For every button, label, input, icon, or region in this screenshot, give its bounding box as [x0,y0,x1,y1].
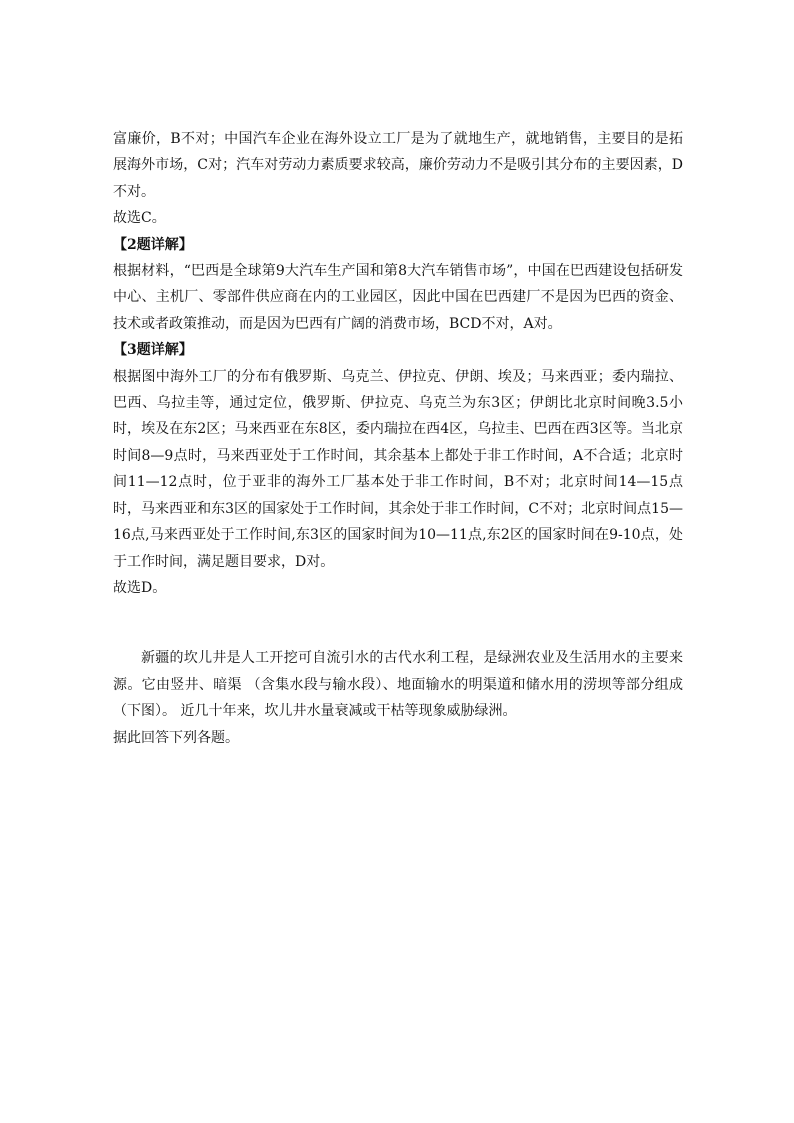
answer-1-conclusion: 故选C。 [113,210,166,227]
question-2-heading: 【2题详解】 [113,236,193,253]
karez-material-paragraph: 新疆的坎儿井是人工开挖可自流引水的古代水利工程，是绿洲农业及生活用水的主要来源。它由竖井、暗渠 （含集水段与输水段）、地面输水的明渠道和储水用的涝坝等部分组成（下图）。 近几十年来，坎儿井水量衰减或干枯等现象威胁绿洲。 [113,650,683,720]
question-3-heading: 【3题详解】 [113,342,193,359]
answer-1-explanation-continued: 富廉价，B不对；中国汽车企业在海外设立工厂是为了就地生产，就地销售，主要目的是拓展海外市场，C对；汽车对劳动力素质要求较高，廉价劳动力不是吸引其分布的主要因素，D不对。 [113,131,683,200]
answer-3-explanation: 根据图中海外工厂的分布有俄罗斯、乌克兰、伊拉克、伊朗、埃及；马来西亚；委内瑞拉、巴西、乌拉圭等，通过定位，俄罗斯、伊拉克、乌克兰为东3区；伊朗比北京时间晚3.5小时，埃及在东2区；马来西亚在东8区，委内瑞拉在西4区，乌拉圭、巴西在西3区等。当北京时间8—9点时，马来西亚处于工作时间，其余基本上都处于非工作时间，A不合适；北京时间11—12点时，位于亚非的海外工厂基本处于非工作时间，B不对；北京时间14—15点时，马来西亚和东3区的国家处于工作时间，其余处于非工作时间，C不对；北京时间点15—16点,马来西亚处于工作时间,东3区的国家时间为10—11点,东2区的国家时间在9-10点，处于工作时间，满足题目要求，D对。 [113,368,683,570]
instruction-text: 据此回答下列各题。 [113,729,239,746]
section-spacer [113,601,683,645]
document-body [113,126,683,751]
answer-3-conclusion: 故选D。 [113,579,167,596]
answer-2-explanation: 根据材料，“巴西是全球第9大汽车生产国和第8大汽车销售市场”，中国在巴西建设包括研发中心、主机厂、零部件供应商在内的工业园区，因此中国在巴西建厂不是因为巴西的资金、技术或者政策推动，而是因为巴西有广阔的消费市场，BCD不对，A对。 [113,263,683,332]
